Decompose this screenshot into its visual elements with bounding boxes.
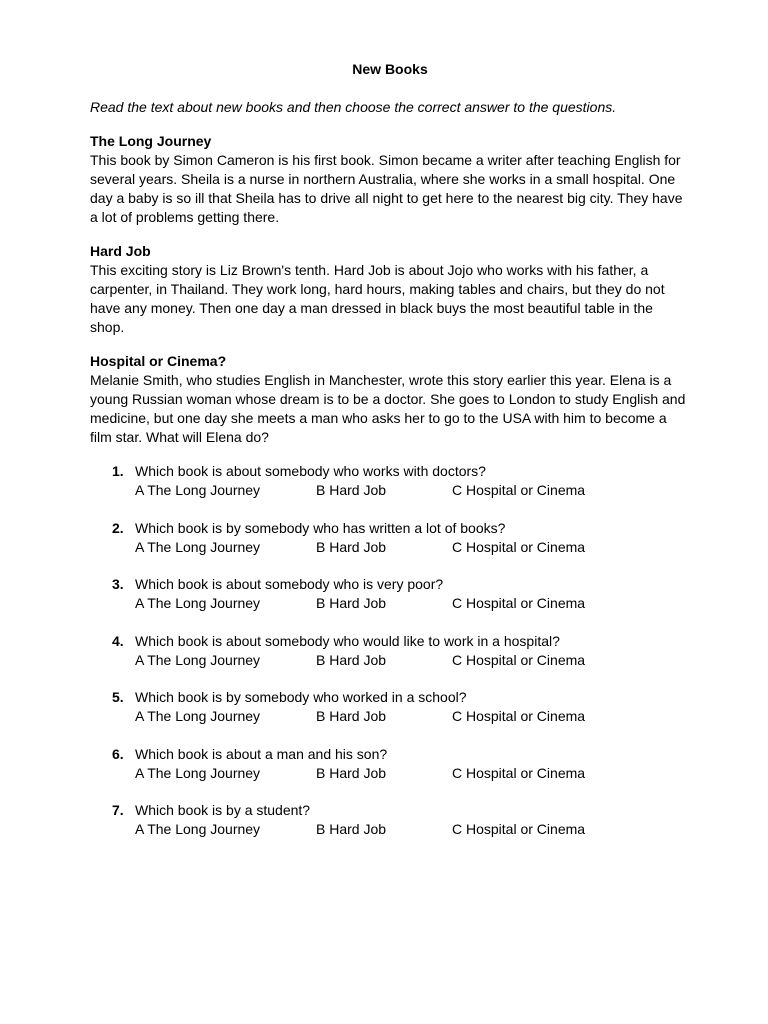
answer-options [135, 820, 690, 839]
question-text: Which book is by somebody who has written a lot of books? [135, 519, 506, 536]
option-b: B Hard Job [316, 482, 387, 498]
book-title: The Long Journey [90, 133, 212, 149]
book-title: Hospital or Cinema? [90, 353, 227, 369]
question-number: 4. [112, 632, 124, 649]
page-title: New Books [352, 61, 428, 77]
question-number: 6. [112, 745, 124, 762]
option-a: A The Long Journey [135, 595, 261, 611]
book-section-hard-job [90, 242, 690, 337]
option-c: C Hospital or Cinema [452, 651, 586, 668]
book-description: Melanie Smith, who studies English in Manchester, wrote this story earlier this year. Elena is a young Russian woman whose dream is to be a doctor. She goes to London to study English and medicine, but one day she meets a man who asks her to go to the USA with him to become a film star. What will Elena do? [90, 372, 686, 445]
question-number: 5. [112, 689, 124, 705]
option-a: A The Long Journey [135, 821, 261, 837]
book-section-long-journey [90, 132, 690, 227]
option-b: B Hard Job [316, 538, 387, 555]
question-item [90, 519, 690, 557]
option-c: C Hospital or Cinema [452, 764, 586, 781]
option-c: C Hospital or Cinema [452, 708, 586, 724]
option-b: B Hard Job [316, 708, 387, 724]
option-b: B Hard Job [316, 595, 387, 611]
option-a: A The Long Journey [135, 651, 261, 668]
question-text: Which book is by a student? [135, 802, 311, 818]
question-list [90, 462, 690, 839]
question-item [90, 632, 690, 670]
instructions-text: Read the text about new books and then choose the correct answer to the questions. [90, 99, 617, 115]
question-number: 2. [112, 519, 124, 536]
question-item [90, 688, 690, 726]
option-a: A The Long Journey [135, 538, 261, 555]
question-number: 7. [112, 802, 124, 818]
question-item [90, 801, 690, 839]
answer-options [135, 594, 690, 613]
answer-options [135, 538, 690, 557]
question-item [90, 462, 690, 500]
book-title: Hard Job [90, 243, 151, 259]
question-text: Which book is about somebody who would like to work in a hospital? [135, 632, 560, 649]
question-text: Which book is by somebody who worked in a school? [135, 689, 467, 705]
option-c: C Hospital or Cinema [452, 821, 586, 837]
question-item [90, 575, 690, 613]
option-b: B Hard Job [316, 764, 387, 781]
option-a: A The Long Journey [135, 482, 261, 498]
book-description: This book by Simon Cameron is his first book. Simon became a writer after teaching English for several years. Sheila is a nurse in northern Australia, where she works in a small hospital. One day a baby is so ill that Sheila has to drive all night to get here to the nearest big city. They have a lot of problems getting there. [90, 152, 683, 225]
option-c: C Hospital or Cinema [452, 538, 586, 555]
book-section-hospital-or-cinema [90, 352, 690, 447]
question-number: 1. [112, 463, 124, 479]
answer-options [135, 481, 690, 500]
question-number: 3. [112, 576, 124, 592]
answer-options [135, 651, 690, 670]
question-text: Which book is about a man and his son? [135, 745, 388, 762]
book-description: This exciting story is Liz Brown's tenth. Hard Job is about Jojo who works with his father, a carpenter, in Thailand. They work long, hard hours, making tables and chairs, but they do not have any money. Then one day a man dressed in black buys the most beautiful table in the shop. [90, 262, 665, 335]
option-c: C Hospital or Cinema [452, 595, 586, 611]
option-a: A The Long Journey [135, 708, 261, 724]
worksheet-page [90, 60, 690, 858]
option-a: A The Long Journey [135, 764, 261, 781]
option-b: B Hard Job [316, 821, 387, 837]
question-text: Which book is about somebody who works with doctors? [135, 463, 486, 479]
option-b: B Hard Job [316, 651, 387, 668]
option-c: C Hospital or Cinema [452, 482, 586, 498]
answer-options [135, 764, 690, 783]
answer-options [135, 707, 690, 726]
question-text: Which book is about somebody who is very poor? [135, 576, 444, 592]
question-item [90, 745, 690, 783]
